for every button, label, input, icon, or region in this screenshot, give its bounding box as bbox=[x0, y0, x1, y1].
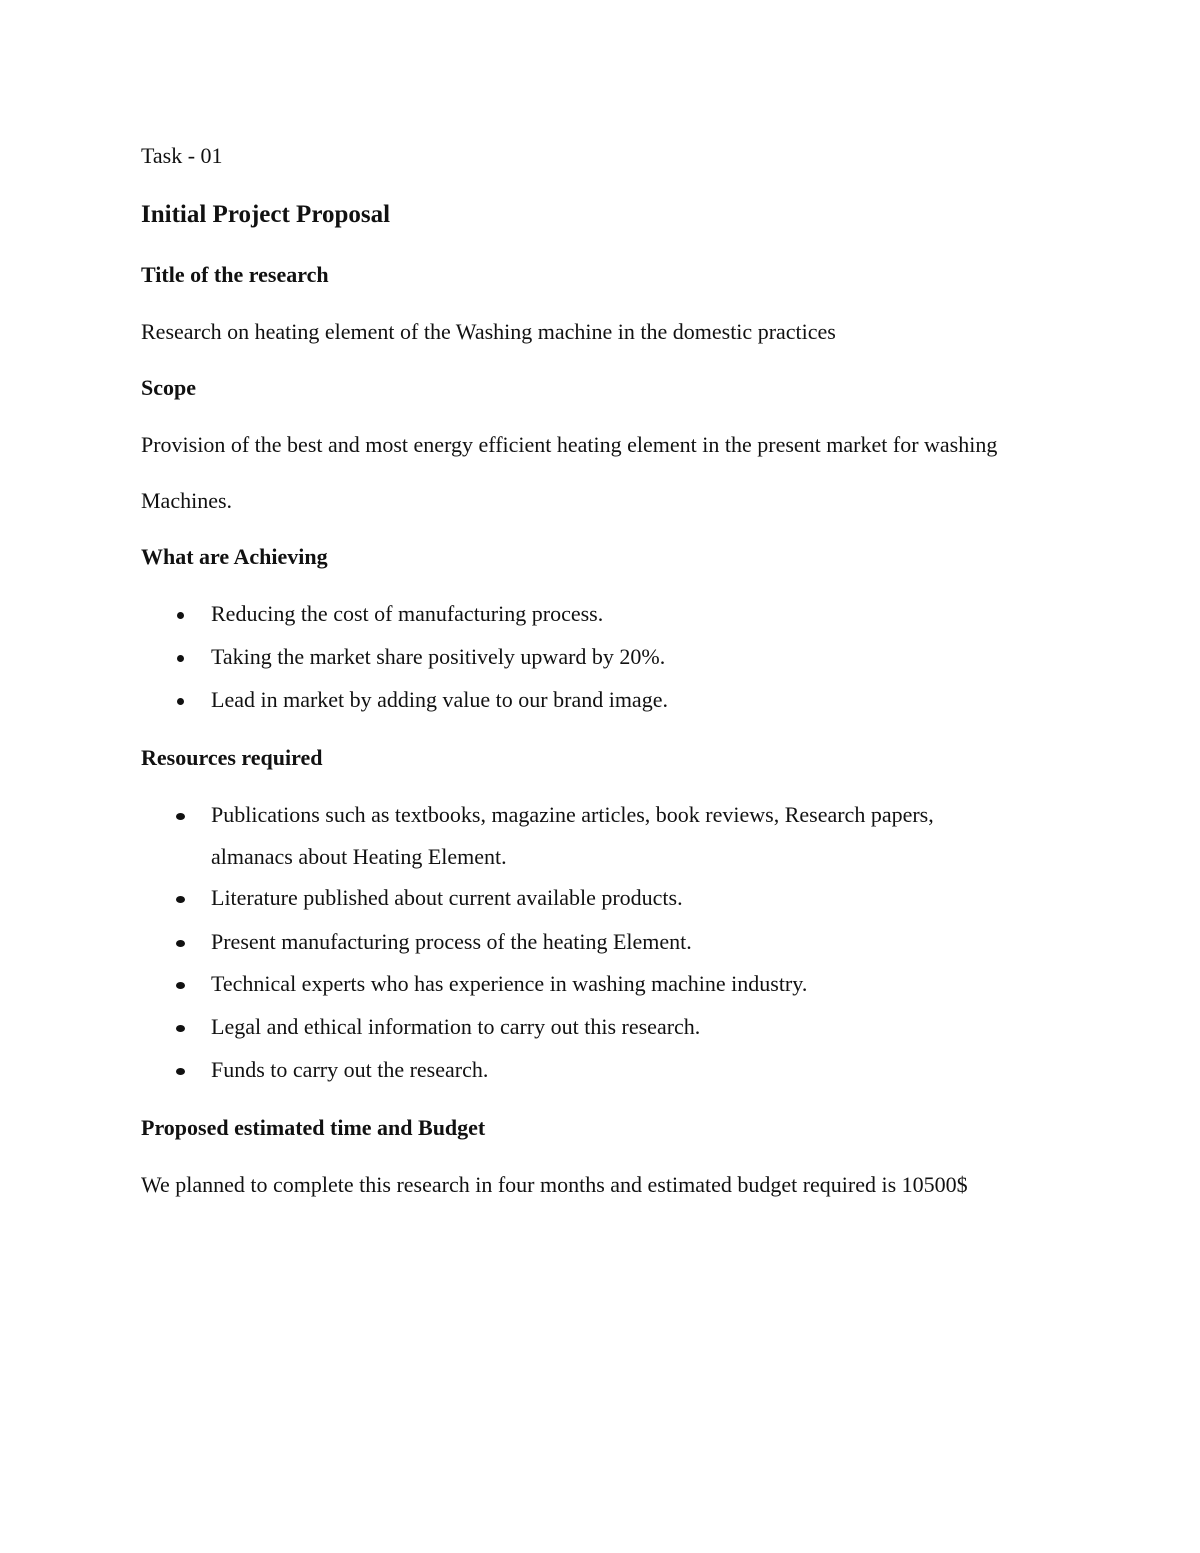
bullet-icon bbox=[176, 940, 185, 947]
list-item-text: Publications such as textbooks, magazine articles, book reviews, Research papers, bbox=[211, 802, 934, 827]
bullet-icon bbox=[176, 813, 185, 820]
resources-heading: Resources required bbox=[141, 745, 323, 770]
list-item-text: Literature published about current available products. bbox=[211, 885, 683, 910]
title-heading: Title of the research bbox=[141, 262, 329, 287]
budget-text: We planned to complete this research in four months and estimated budget required is 10500$ bbox=[141, 1172, 968, 1197]
scope-heading: Scope bbox=[141, 375, 196, 400]
list-item-text: Lead in market by adding value to our brand image. bbox=[211, 687, 668, 712]
bullet-icon bbox=[176, 1025, 185, 1032]
scope-text-line1: Provision of the best and most energy efficient heating element in the present market for washing bbox=[141, 432, 998, 457]
list-item-text: Funds to carry out the research. bbox=[211, 1057, 489, 1082]
list-item-text: Legal and ethical information to carry out this research. bbox=[211, 1014, 701, 1039]
budget-heading: Proposed estimated time and Budget bbox=[141, 1115, 486, 1140]
achieving-heading: What are Achieving bbox=[141, 544, 328, 569]
scope-text-line2: Machines. bbox=[141, 488, 233, 513]
list-item-text: Taking the market share positively upward by 20%. bbox=[211, 644, 666, 669]
list-item-text: Present manufacturing process of the heating Element. bbox=[211, 929, 692, 954]
main-title: Initial Project Proposal bbox=[141, 201, 391, 228]
bullet-icon bbox=[177, 655, 184, 662]
title-text: Research on heating element of the Washing machine in the domestic practices bbox=[141, 319, 836, 344]
task-label: Task - 01 bbox=[141, 143, 223, 168]
bullet-icon bbox=[177, 698, 184, 705]
bullet-icon bbox=[176, 1068, 185, 1075]
bullet-icon bbox=[177, 612, 184, 619]
bullet-icon bbox=[176, 982, 185, 989]
bullet-icon bbox=[176, 896, 185, 903]
list-item-text: Technical experts who has experience in washing machine industry. bbox=[211, 971, 808, 996]
list-item-text: Reducing the cost of manufacturing process. bbox=[211, 601, 604, 626]
list-item-text: almanacs about Heating Element. bbox=[211, 844, 507, 869]
